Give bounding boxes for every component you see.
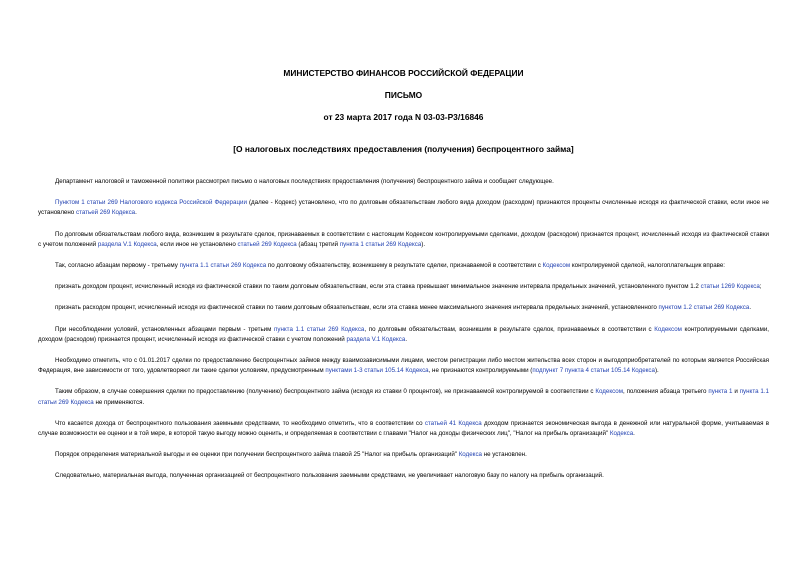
paragraph-10 [38, 419, 769, 439]
paragraph-text: не установлен. [481, 451, 527, 459]
paragraph-text: Порядок определения материальной выгоды и ее оценки при получении беспроцентного займа главой 25 "Налог на прибыль организаций" [55, 451, 459, 459]
link-code[interactable]: Кодексом [595, 388, 623, 396]
link-section-v1[interactable]: раздела V.1 Кодекса [346, 335, 406, 343]
paragraph-text: (далее - Кодекс) установлено, что по долговым обязательствам любого вида доходом (расходом) признаются проценты счисленные исходя из фактической ставки, если иное не установлено [38, 199, 769, 217]
paragraph-text: Необходимо отметить, что с 01.01.2017 сделки по предоставлению беспроцентных займов между взаимозависимыми лицами, местом регистрации либо местом жительства всех сторон и выгодоприобретателей по которым является Российская Федерация, вне зависимости от того, удовлетворяют ли такие сделки условиям, предусмотренным [38, 357, 769, 375]
paragraph-text: . [135, 209, 137, 217]
paragraph-text: по долговому обязательству, возникшему в результате сделки, признаваемой в соответствии с [266, 262, 543, 270]
paragraph-text: ). [654, 367, 659, 375]
paragraph-text: контролируемой сделкой, налогоплательщик вправе: [570, 262, 726, 270]
link-item-1-1-article-269[interactable]: пункта 1.1 статьи 269 Кодекса [179, 262, 267, 270]
paragraph-5 [38, 282, 769, 292]
paragraph-3 [38, 230, 769, 250]
paragraph-text: признать доходом процент, исчисленный исходя из фактической ставки по таким долговым обязательствам, если эта ставка превышает минимальное значение интервала предельных значений, установленного пунктом 1.2 [55, 283, 701, 291]
link-article-269[interactable]: статьи 1269 Кодекса [700, 283, 760, 291]
link-article-269[interactable]: статьей 269 Кодекса [237, 240, 297, 248]
paragraph-text: При несоблюдении условий, установленных абзацами первым - третьим [55, 325, 275, 333]
paragraph-12 [38, 471, 769, 481]
paragraph-8 [38, 356, 769, 376]
link-item-1-1-article-269[interactable]: пункта 1.1 статьи 269 Кодекса [274, 325, 365, 333]
paragraph-text: Что касается дохода от беспроцентного пользования заемными средствами, то необходимо отметить, что в соответствии со [55, 419, 425, 427]
link-article-41[interactable]: статьей 41 Кодекса [424, 419, 482, 427]
link-subitem-7-article-105-14[interactable]: подпункт 7 пункта 4 статьи 105.14 Кодекса [532, 367, 655, 375]
paragraph-9 [38, 387, 769, 407]
document-date-number: от 23 марта 2017 года N 03-03-Р3/16846 [323, 112, 484, 122]
paragraph-1 [38, 177, 769, 187]
link-items-1-3-article-105-14[interactable]: пунктами 1-3 статьи 105.14 Кодекса [325, 367, 429, 375]
link-article-269[interactable]: статьей 269 Кодекса [75, 209, 136, 217]
link-item-1-article-269[interactable]: пункта 1 статьи 269 Кодекса [339, 240, 422, 248]
paragraph-text: контролируемыми сделками, доходом (расходом) признается процент, исчисленный исходя из фактической ставки с учетом положений [38, 325, 769, 343]
link-code[interactable]: Кодекса [458, 451, 482, 459]
paragraph-text: признать расходом процент, исчисленный исходя из фактической ставки по таким долговым обязательствам, если эта ставка менее максимального значения интервала предельных значений, установленного [55, 304, 659, 312]
paragraph-text: . [633, 430, 635, 438]
paragraph-7 [38, 325, 769, 345]
paragraph-text: Так, согласно абзацам первому - третьему [55, 262, 180, 270]
paragraph-text: Таким образом, в случае совершения сделки по предоставлению (получению) беспроцентного займа (исходя из ставки 0 процентов), не признаваемой контролируемой в соответствии с [55, 388, 596, 396]
paragraph-text: Следовательно, материальная выгода, полученная организацией от беспроцентного пользования заемными средствами, не увеличивает налоговую базу по налогу на прибыль организаций. [55, 472, 604, 480]
paragraph-4 [38, 261, 769, 271]
document-subject: [О налоговых последствиях предоставления (получения) беспроцентного займа] [233, 144, 574, 154]
paragraph-11 [38, 450, 769, 460]
paragraph-text: . [749, 304, 752, 312]
link-code[interactable]: Кодексом [654, 325, 682, 333]
ministry-heading: МИНИСТЕРСТВО ФИНАНСОВ РОССИЙСКОЙ ФЕДЕРАЦИИ [283, 68, 524, 78]
link-code[interactable]: Кодексом [542, 262, 571, 270]
paragraph-text: . [405, 335, 408, 343]
document-type: ПИСЬМО [384, 90, 423, 100]
link-item-1-1-article-269[interactable]: пункта 1.1 статьи 269 Кодекса [38, 388, 769, 406]
paragraph-text: (абзац третий [296, 240, 340, 248]
paragraph-text: не применяются. [93, 398, 145, 406]
link-code[interactable]: Кодекса [609, 430, 634, 438]
paragraph-text: , не признаются контролируемыми ( [428, 367, 533, 375]
paragraph-6 [38, 303, 769, 313]
paragraph-text: ; [759, 283, 762, 291]
paragraph-text: , если иное не установлено [156, 240, 238, 248]
link-item-1-2-article-269[interactable]: пунктом 1.2 статьи 269 Кодекса [658, 304, 750, 312]
link-nk-rf-269[interactable]: Пунктом 1 статьи 269 Налогового кодекса Российской Федерации [55, 199, 247, 207]
paragraph-2 [38, 198, 769, 218]
paragraph-text: ). [421, 240, 426, 248]
paragraph-text: Департамент налоговой и таможенной политики рассмотрел письмо о налоговых последствиях предоставления (получения) беспроцентного займа и сообщает следующее. [55, 178, 554, 185]
paragraph-text: и [732, 388, 740, 396]
paragraph-text: доходом признается экономическая выгода в денежной или натуральной форме, учитываемая в случае возможности ее оценки и в той мере, в которой такую выгоду можно оценить, и определяемая в соответствии с главами "Налог на доходы физических лиц", "Налог на прибыль организаций" [38, 419, 769, 438]
link-item-1[interactable]: пункта 1 [708, 388, 733, 396]
link-section-v1[interactable]: раздела V.1 Кодекса [97, 240, 157, 248]
paragraph-text: , по долговым обязательствам, возникшим в результате сделок, признаваемых в соответствии с [364, 325, 655, 333]
paragraph-text: , положения абзаца третьего [622, 388, 709, 396]
paragraph-text: По долговым обязательствам любого вида, возникшим в результате сделок, признаваемых в соответствии с настоящим Кодексом контролируемыми сделками, доходом (расходом) признается процент, исчисленный исходя из фактической ставки с учетом положений [38, 230, 769, 248]
